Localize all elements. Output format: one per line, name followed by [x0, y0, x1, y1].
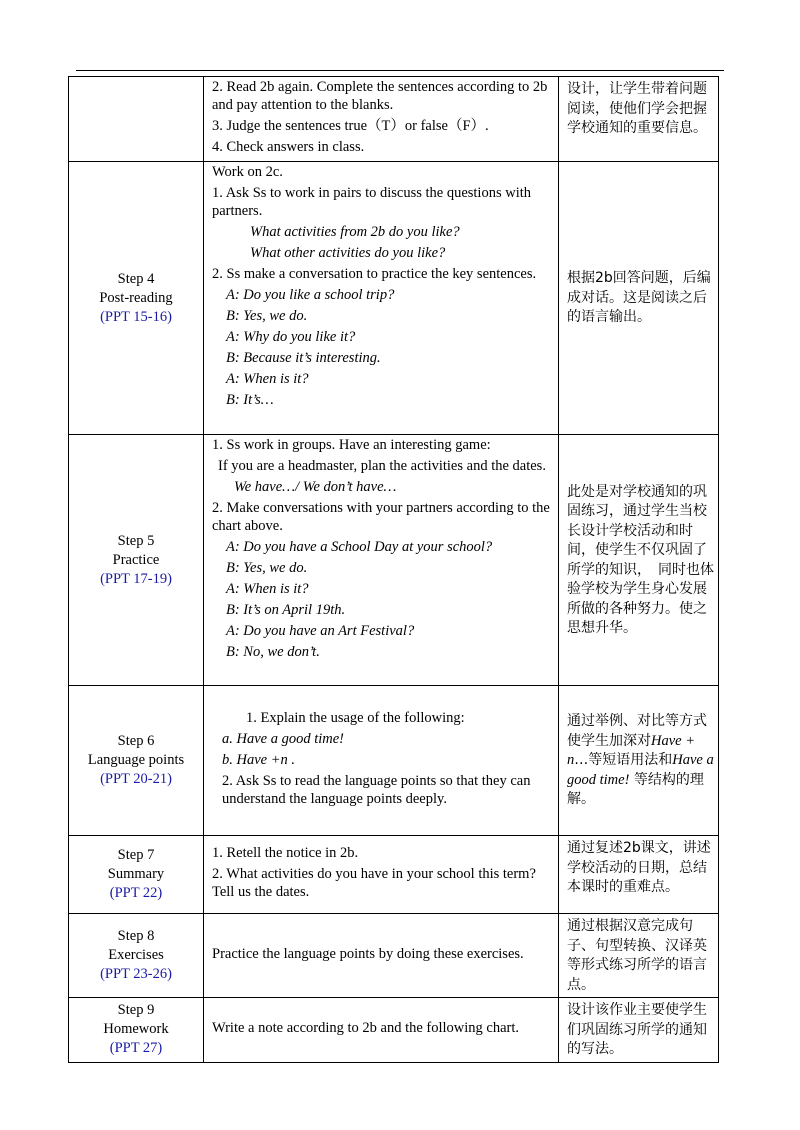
table-row — [69, 836, 719, 914]
step-cell — [69, 914, 204, 998]
step-label: Step 7 — [117, 847, 155, 863]
design-note: 此处是对学校通知的巩固练习，通过学生当校长设计学校活动和时间，使学生不仅巩固了所学的知识， 同时也体验学校为学生身心发展所做的各种努力。使之思想升华。 — [559, 435, 719, 686]
note-text: Have +n — [567, 732, 696, 769]
ppt-range: (PPT 22) — [109, 885, 163, 901]
activity-line: Work on 2c. — [212, 164, 283, 180]
step-cell — [69, 77, 204, 162]
top-rule — [76, 70, 724, 71]
activity-line: A: When is it? — [226, 581, 309, 597]
table-row — [69, 435, 719, 686]
ppt-range: (PPT 17-19) — [100, 570, 172, 587]
activities-cell — [204, 162, 559, 435]
note-text: 等结构的理解。 — [567, 771, 704, 808]
step-name: Language points — [87, 752, 185, 768]
activity-line: If you are a headmaster, plan the activities and the dates. — [218, 458, 546, 474]
activity-line: 2. What activities do you have in your school this term? Tell us the dates. — [212, 866, 536, 900]
table-row — [69, 162, 719, 435]
activity-line: A: Do you have an Art Festival? — [226, 623, 415, 639]
activities-cell — [204, 686, 559, 836]
activity-line: B: Because it’s interesting. — [226, 350, 381, 366]
activity-line: A: When is it? — [226, 371, 309, 387]
activities-cell — [204, 914, 559, 998]
design-note: 设计，让学生带着问题阅读，使他们学会把握学校通知的重要信息。 — [559, 77, 719, 162]
table-row — [69, 998, 719, 1063]
step-label: Step 6 — [117, 733, 155, 749]
step-cell — [69, 435, 204, 686]
step-cell — [69, 686, 204, 836]
step-cell — [69, 998, 204, 1063]
activity-line: 1. Ss work in groups. Have an interesting game: — [212, 437, 491, 453]
step-name: Homework — [103, 1021, 169, 1038]
step-name: Post-reading — [99, 289, 173, 306]
activity-line: 2. Read 2b again. Complete the sentences according to 2b and pay attention to the blanks. — [212, 79, 548, 113]
activity-line: What activities from 2b do you like? — [250, 224, 460, 240]
activities-cell — [204, 836, 559, 914]
table-row — [69, 77, 719, 162]
step-label: Step 9 — [117, 1002, 155, 1019]
activity-line: We have…/ We don’t have… — [234, 479, 397, 495]
design-note: 设计该作业主要使学生们巩固练习所学的通知的写法。 — [559, 998, 719, 1063]
lesson-plan-table — [68, 76, 719, 1063]
activity-line: 1. Explain the usage of the following: — [246, 710, 465, 726]
step-cell — [69, 836, 204, 914]
step-label: Step 5 — [117, 532, 155, 549]
activity-line: A: Do you have a School Day at your school? — [226, 539, 493, 555]
activity-line: B: Yes, we do. — [226, 308, 308, 324]
activity-line: What other activities do you like? — [250, 245, 446, 261]
activity-line: A: Why do you like it? — [226, 329, 356, 345]
activities-cell — [204, 998, 559, 1063]
activity-line: B: Yes, we do. — [226, 560, 308, 576]
activity-line: B: It’s… — [226, 392, 274, 408]
note-text: Have a good time! — [567, 752, 714, 788]
design-note: 通过复述2b课文，讲述学校活动的日期，总结本课时的重难点。 — [559, 836, 719, 914]
ppt-range: (PPT 15-16) — [100, 308, 172, 325]
activity-line: b. Have +n . — [222, 752, 296, 768]
design-note: 根据2b回答问题，后编成对话。这是阅读之后的语言输出。 — [559, 162, 719, 435]
activities-cell — [204, 435, 559, 686]
activity-line: 4. Check answers in class. — [212, 139, 365, 155]
activity-line: Write a note according to 2b and the following chart. — [212, 1019, 520, 1036]
ppt-range: (PPT 23-26) — [100, 966, 172, 982]
ppt-range: (PPT 27) — [109, 1040, 163, 1057]
step-label: Step 4 — [117, 270, 155, 287]
activity-line: 1. Ask Ss to work in pairs to discuss the questions with partners. — [212, 185, 532, 219]
design-note: 通过根据汉意完成句子、句型转换、汉译英等形式练习所学的语言点。 — [559, 914, 719, 998]
note-text: …等短语用法和 — [574, 752, 673, 769]
activity-line: Practice the language points by doing these exercises. — [212, 945, 524, 962]
activity-line: a. Have a good time! — [222, 731, 345, 747]
activity-line: 2. Make conversations with your partners according to the chart above. — [212, 500, 550, 534]
note-text: 通过举例、对比等方式使学生加深对 — [567, 713, 707, 749]
activity-line: 1. Retell the notice in 2b. — [212, 845, 359, 861]
activity-line: 3. Judge the sentences true（T）or false（F）. — [212, 118, 489, 134]
step-name: Practice — [112, 551, 160, 568]
activity-line: 2. Ask Ss to read the language points so that they can understand the language points deeply. — [222, 773, 531, 807]
table-row — [69, 914, 719, 998]
activity-line: B: It’s on April 19th. — [226, 602, 346, 618]
activity-line: B: No, we don’t. — [226, 644, 320, 660]
ppt-range: (PPT 20-21) — [100, 771, 172, 787]
step-name: Exercises — [108, 947, 164, 963]
step-cell — [69, 162, 204, 435]
activity-line: A: Do you like a school trip? — [226, 287, 395, 303]
step-name: Summary — [107, 866, 165, 882]
design-note — [559, 686, 719, 836]
table-row — [69, 686, 719, 836]
step-label: Step 8 — [117, 928, 155, 944]
activity-line: 2. Ss make a conversation to practice the key sentences. — [212, 266, 537, 282]
activities-cell — [204, 77, 559, 162]
